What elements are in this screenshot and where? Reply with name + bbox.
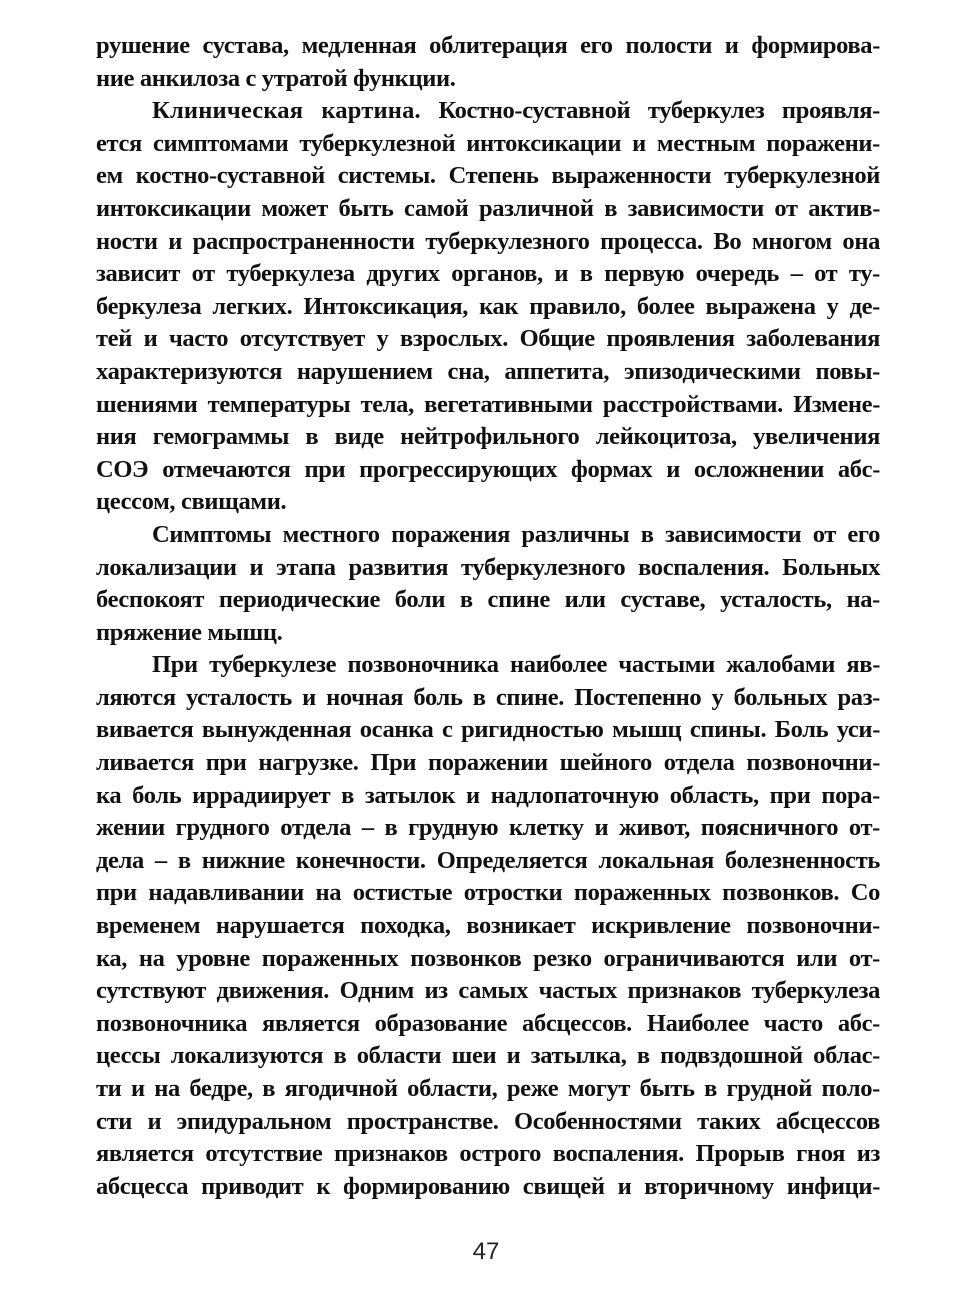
text-line: зависит от туберкулеза других органов, и в первую очередь – от ту- xyxy=(96,260,880,288)
text-line: абсцесса приводит к формированию свищей и вторичному инфици- xyxy=(96,1172,880,1200)
text-line: беспокоят периодические боли в спине или суставе, усталость, на- xyxy=(96,586,880,614)
text-line: цессом, свищами. xyxy=(96,488,287,516)
text-fragment: Костно-суставной туберкулез проявля- xyxy=(420,97,880,125)
text-line: дела – в нижние конечности. Определяется локальная болезненность xyxy=(96,846,880,874)
text-line: Симптомы местного поражения различны в зависимости от его xyxy=(152,520,880,548)
text-line: сти и эпидуральном пространстве. Особенностями таких абсцессов xyxy=(96,1107,880,1135)
paragraph xyxy=(96,95,880,519)
text-line: позвоночника является образование абсцессов. Наиболее часто абс- xyxy=(96,1009,880,1037)
text-line: характеризуются нарушением сна, аппетита, эпизодическими повы- xyxy=(96,357,880,385)
text-line: ляются усталость и ночная боль в спине. Постепенно у больных раз- xyxy=(96,683,880,711)
text-line: локализации и этапа развития туберкулезного воспаления. Больных xyxy=(96,553,880,581)
text-line: ности и распространенности туберкулезного процесса. Во многом она xyxy=(96,227,880,255)
paragraph xyxy=(96,519,880,649)
text-line: интоксикации может быть самой различной в зависимости от актив- xyxy=(96,194,880,222)
text-line: ливается при нагрузке. При поражении шейного отдела позвоночни- xyxy=(96,749,880,777)
text-line: СОЭ отмечаются при прогрессирующих формах и осложнении абс- xyxy=(96,455,880,483)
text-line: тей и часто отсутствует у взрослых. Общие проявления заболевания xyxy=(96,325,880,353)
text-line: ем костно-суставной системы. Степень выраженности туберкулезной xyxy=(96,162,880,190)
text-line: сутствуют движения. Одним из самых частых признаков туберкулеза xyxy=(96,977,880,1005)
page-text-body xyxy=(96,30,880,1203)
text-line: ние анкилоза с утратой функции. xyxy=(96,64,456,92)
text-line: беркулеза легких. Интоксикация, как правило, более выражена у де- xyxy=(96,292,880,320)
text-line: ка, на уровне пораженных позвонков резко ограничиваются или от- xyxy=(96,944,880,972)
text-line: цессы локализуются в области шеи и затылка, в подвздошной облас- xyxy=(96,1042,880,1070)
text-line: шениями температуры тела, вегетативными расстройствами. Измене- xyxy=(96,390,880,418)
text-line: рушение сустава, медленная облитерация его полости и формирова- xyxy=(96,32,880,59)
text-line: временем нарушается походка, возникает искривление позвоночни- xyxy=(96,912,880,940)
section-heading: Клиническая картина. xyxy=(152,97,421,125)
text-line: ется симптомами туберкулезной интоксикации и местным поражени- xyxy=(96,129,880,157)
text-line: пряжение мышц. xyxy=(96,618,283,646)
text-line: является отсутствие признаков острого воспаления. Прорыв гноя из xyxy=(96,1140,880,1168)
text-line: ти и на бедре, в ягодичной области, реже могут быть в грудной поло- xyxy=(96,1075,880,1102)
paragraph xyxy=(96,649,880,1203)
text-line xyxy=(96,95,880,128)
page-number: 47 xyxy=(472,1238,500,1265)
text-line: вивается вынужденная осанка с ригидностью мышц спины. Боль уси- xyxy=(96,716,880,744)
text-line: жении грудного отдела – в грудную клетку и живот, поясничного от- xyxy=(96,814,880,842)
text-line: ния гемограммы в виде нейтрофильного лейкоцитоза, увеличения xyxy=(96,423,880,451)
paragraph xyxy=(96,30,880,95)
text-line: при надавливании на остистые отростки пораженных позвонков. Со xyxy=(96,879,880,907)
text-line: При туберкулезе позвоночника наиболее частыми жалобами яв- xyxy=(152,651,880,679)
text-line: ка боль иррадиирует в затылок и надлопаточную область, при пора- xyxy=(96,781,880,809)
